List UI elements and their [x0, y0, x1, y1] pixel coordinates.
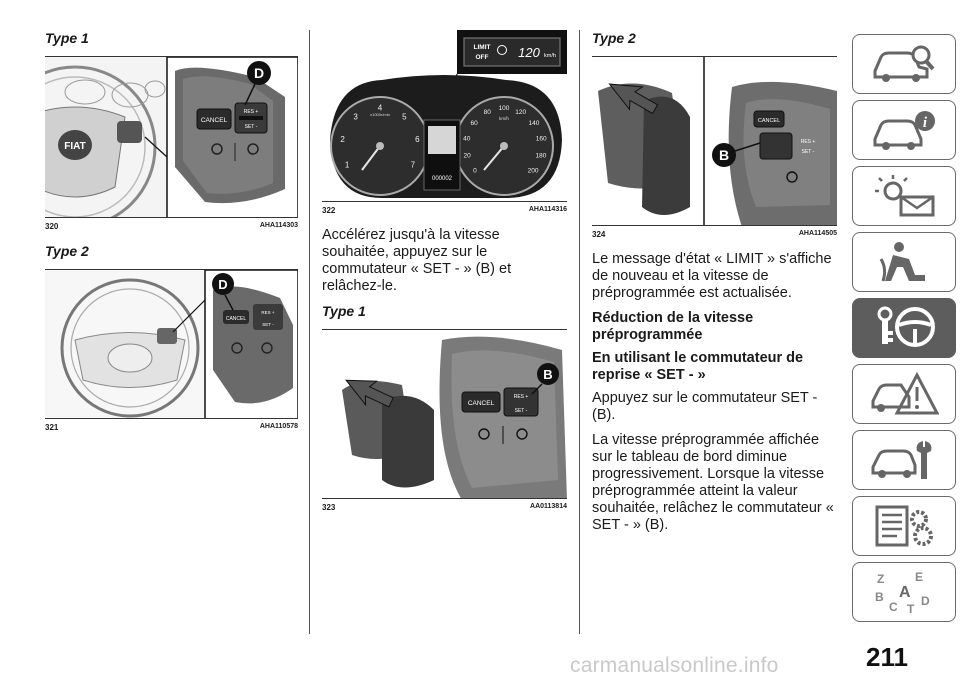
gauge-tick-label: 1: [344, 160, 350, 170]
figure-322: [322, 30, 567, 202]
limit-off-label: OFF: [475, 54, 489, 61]
figure-321-caption: [45, 423, 298, 432]
column-3: [592, 30, 837, 542]
tab-technical-data[interactable]: [852, 496, 956, 556]
callout-b: B: [718, 147, 730, 163]
figure-number: 322: [322, 206, 336, 215]
tab-seat-airbag[interactable]: [852, 232, 956, 292]
figure-320-caption: [45, 222, 298, 231]
index-letter-d: D: [921, 594, 930, 608]
seat-airbag-icon: [869, 239, 939, 285]
gauge-tick-label: 40: [463, 135, 471, 143]
type-heading: Type 2: [592, 30, 636, 46]
cancel-label: CANCEL: [200, 117, 228, 124]
key-steering-wheel-icon: [869, 305, 939, 351]
type-heading: Type 1: [322, 303, 366, 319]
gauge-tick-label: 160: [535, 135, 547, 143]
figure-number: 323: [322, 503, 336, 512]
limit-value: 120: [518, 45, 540, 60]
paragraph-limit-message: Le message d'état « LIMIT » s'affiche de nouveau et la vitesse de préprogrammée est actualisée.: [592, 251, 832, 301]
callout-d: D: [253, 65, 265, 81]
gauge-tick-label: 4: [377, 103, 383, 113]
gauge-tick-label: 2: [340, 135, 345, 145]
gauge-tick-label: 100: [498, 105, 510, 113]
res-label: RES +: [261, 310, 275, 315]
column-divider-left: [309, 30, 310, 634]
car-info-icon: [869, 107, 939, 153]
index-letter-c: C: [889, 600, 898, 614]
tab-warning-lights[interactable]: [852, 166, 956, 226]
tab-index[interactable]: [852, 562, 956, 622]
section-heading: Réduction de la vitesse préprogrammée: [592, 310, 754, 343]
car-search-icon: [869, 41, 939, 87]
figure-320: [45, 56, 298, 218]
figure-ref: AHA114303: [259, 222, 298, 229]
page-number: 211: [866, 642, 908, 672]
limit-label: LIMIT: [473, 44, 491, 51]
index-letter-e: E: [915, 570, 924, 584]
fiat-logo: FIAT: [64, 141, 86, 152]
index-letter-b: B: [875, 590, 884, 604]
paragraph-accelerate: Accélérez jusqu'à la vitesse souhaitée, appuyez sur le commutateur « SET - » (B) et relâchez-le.: [322, 227, 512, 294]
figure-ref: AA0113814: [530, 503, 567, 510]
gauge-tick-label: 7: [410, 160, 416, 170]
tab-emergency[interactable]: [852, 364, 956, 424]
gauge-tick-label: 6: [415, 135, 420, 145]
warning-light-message-icon: [869, 173, 939, 219]
gauge-tick-label: 60: [470, 119, 478, 127]
alphabet-index-icon: [869, 569, 939, 615]
tab-car-search[interactable]: [852, 34, 956, 94]
figure-324: [592, 56, 837, 226]
type-heading: Type 1: [45, 30, 89, 46]
set-label: SET -: [244, 124, 258, 130]
cancel-label: CANCEL: [225, 316, 247, 322]
gauge-tick-label: 5: [402, 112, 407, 122]
svg-text:i: i: [922, 115, 928, 131]
chapter-tabs: [852, 34, 956, 628]
set-label: SET -: [262, 322, 274, 327]
gauge-tick-label: 3: [353, 112, 358, 122]
gauge-tick-label: 140: [528, 119, 540, 127]
gauge-tick-label: 80: [483, 109, 491, 116]
document-gears-icon: [869, 503, 939, 549]
column-1: [45, 30, 298, 444]
res-label: RES +: [513, 394, 529, 400]
figure-323: [322, 329, 567, 499]
set-label: SET -: [801, 149, 815, 155]
tach-unit: x1000r/min: [370, 112, 390, 117]
gauge-tick-label: 0: [473, 167, 477, 175]
odometer: 000002: [431, 176, 453, 182]
tab-starting-driving[interactable]: [852, 298, 956, 358]
figure-ref: AHA110578: [259, 423, 298, 430]
column-2: [322, 30, 567, 524]
watermark: carmanualsonline.info: [570, 654, 779, 677]
gauge-tick-label: 180: [535, 152, 547, 160]
res-label: RES +: [243, 109, 259, 115]
car-warning-triangle-icon: [869, 371, 939, 417]
index-letter-a: A: [899, 584, 911, 601]
gauge-tick-label: 20: [463, 152, 471, 160]
figure-322-caption: [322, 206, 567, 215]
figure-number: 321: [45, 423, 59, 432]
figure-323-caption: [322, 503, 567, 512]
figure-324-caption: [592, 230, 837, 239]
column-divider-right: [579, 30, 580, 634]
callout-d: D: [218, 277, 228, 292]
figure-321: [45, 269, 298, 419]
figure-number: 320: [45, 222, 59, 231]
cancel-label: CANCEL: [757, 118, 781, 124]
callout-b: B: [543, 367, 553, 382]
figure-number: 324: [592, 230, 606, 239]
gauge-tick-label: 200: [527, 167, 539, 175]
paragraph-speed-decrease: La vitesse préprogrammée affichée sur le tableau de bord diminue progressivement. Lorsque la vitesse préprogrammée atteint la valeur souhaitée, relâchez le commutateur « SET - » (B).: [592, 432, 834, 533]
paragraph-press-set: Appuyez sur le commutateur SET - (B).: [592, 390, 818, 423]
index-letter-z: Z: [877, 572, 885, 586]
tab-maintenance[interactable]: [852, 430, 956, 490]
type-heading: Type 2: [45, 243, 89, 259]
res-label: RES +: [800, 139, 816, 145]
limit-unit: km/h: [544, 53, 556, 59]
set-label: SET -: [514, 408, 528, 414]
cancel-label: CANCEL: [467, 400, 495, 407]
figure-ref: AHA114505: [798, 230, 837, 237]
speed-unit: km/h: [499, 116, 509, 121]
figure-ref: AHA114316: [528, 206, 567, 213]
gauge-tick-label: 120: [515, 109, 527, 116]
tab-car-info[interactable]: [852, 100, 956, 160]
index-letter-t: T: [907, 602, 915, 615]
car-wrench-icon: [869, 437, 939, 483]
section-subheading: En utilisant le commutateur de reprise « SET - »: [592, 350, 804, 383]
